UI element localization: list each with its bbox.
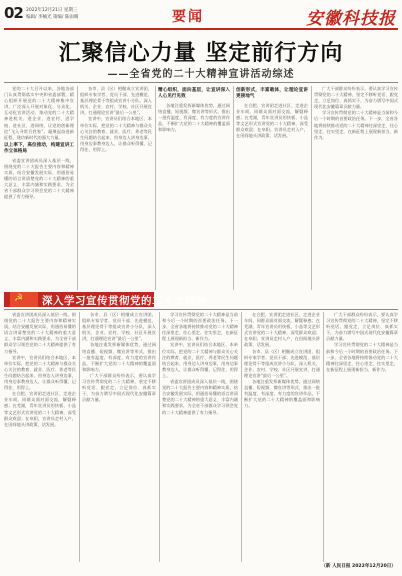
paragraph: 宣讲中，宣讲员们结合本地区、本单位实际，把党的二十大精神与群众关心关注的教育、就业、医疗、养老等民生问题结合起来，用身边人讲身边事，用身边事教身边人，让群众听得懂、记得住、用得上。 <box>162 342 238 378</box>
divider <box>4 309 398 310</box>
paragraph: 省委宣讲团成员深入基层一线，围绕党的二十大报告主要内容和精神实质，结合安徽发展实际，用通俗易懂的语言讲清楚党的二十大精神的重大意义、丰富内涵和实践要求，为全省干部群众学习领会党的二十大精神提供了有力指导。 <box>4 157 74 200</box>
paragraph: 各市、县（区）相继成立宣讲团，组织专家学者、党员干部、先进模范、基层理论骨干等组成宣讲小分队，深入机关、企业、农村、学校、社区开展宣讲，打通理论宣讲“最后一公里”。 <box>80 86 152 116</box>
date-line: 2022年12月21日 星期三 <box>26 8 78 13</box>
paragraph: 各市、县（区）相继成立宣讲团，组织专家学者、党员干部、先进模范、基层理论骨干等组成宣讲小分队，深入机关、企业、农村、学校、社区开展宣讲，打通理论宣讲“最后一公里”。 <box>82 312 156 342</box>
paragraph: 在合肥，宣讲团走进社区、走进企业车间，同群众面对面交流，解疑释惑；在芜湖，青年宣讲员用快板、小品等文艺形式宣讲党的二十大精神，深受群众欢迎；在阜阳，宣讲员走村入户，在田间地头讲政策、话发展。 <box>244 312 320 348</box>
column-rule <box>311 86 312 290</box>
column-rule <box>323 312 324 562</box>
column-rule <box>79 312 80 562</box>
column-rule <box>159 312 160 562</box>
page-number: 02 <box>4 4 23 22</box>
paragraph: 广大干部群众纷纷表示，要认真学习宣传贯彻党的二十大精神，坚定不移听党话、跟党走，立足岗位、真抓实干，为奋力谱写中国式现代化安徽篇章贡献力量。 <box>326 312 398 342</box>
paragraph: 各地注重发挥新媒体优势，通过网络直播、短视频、微宣讲等形式，推出一批有温度、有深度、有力度的宣讲作品，不断扩大党的二十大精神的覆盖面和影响力。 <box>82 342 156 372</box>
divider <box>4 82 398 83</box>
column-3 <box>158 86 230 290</box>
section-title: 要闻 <box>172 9 204 25</box>
column-6 <box>4 312 76 562</box>
paragraph: 各地注重发挥新媒体优势，通过网络直播、短视频、微宣讲等形式，推出一批有温度、有深度、有力度的宣讲作品，不断扩大党的二十大精神的覆盖面和影响力。 <box>244 379 320 409</box>
column-rule <box>155 86 156 290</box>
column-rule <box>77 86 78 290</box>
column-8 <box>162 312 238 562</box>
newspaper-logo: 安徽科技报 <box>306 9 396 29</box>
subtitle: ——全省党的二十大精神宣讲活动综述 <box>107 69 295 80</box>
paragraph: 各地注重发挥新媒体优势，通过网络直播、短视频、微宣讲等形式，推出一批有温度、有深度、有力度的宣讲作品，不断扩大党的二十大精神的覆盖面和影响力。 <box>158 102 230 133</box>
column-rule <box>241 312 242 562</box>
theme-banner <box>4 292 207 307</box>
page-header <box>4 2 398 30</box>
banner-text: 深入学习宣传贯彻党的二十大精神 <box>42 295 207 307</box>
column-1 <box>4 86 74 290</box>
column-9 <box>244 312 320 562</box>
section-head: 创新形式，丰富载体，让理论宣讲更接地气 <box>236 88 308 100</box>
headline: 汇聚信心力量 坚定前行方向 <box>58 41 344 66</box>
paragraph: 各市、县（区）相继成立宣讲团，组织专家学者、党员干部、先进模范、基层理论骨干等组成宣讲小分队，深入机关、企业、农村、学校、社区开展宣讲，打通理论宣讲“最后一公里”。 <box>244 348 320 378</box>
source-note: （新 人民日报 2022年12月20日） <box>321 564 396 569</box>
paragraph: 宣讲中，宣讲员们结合本地区、本单位实际，把党的二十大精神与群众关心关注的教育、就业、医疗、养老等民生问题结合起来，用身边人讲身边事，用身边事教身边人，让群众听得懂、记得住、用得上。 <box>80 116 152 152</box>
paragraph: 省委宣讲团成员深入基层一线，围绕党的二十大报告主要内容和精神实质，结合安徽发展实际，用通俗易懂的语言讲清楚党的二十大精神的重大意义、丰富内涵和实践要求，为全省干部群众学习领会党的二十大精神提供了有力指导。 <box>162 379 238 415</box>
paragraph: 学习宣传贯彻党的二十大精神是当前和今后一个时期的首要政治任务。下一步，全省各地将持续推动党的二十大精神往深里走、往心里走、往实里走，在新征程上展现新担当、新作为。 <box>326 342 398 372</box>
section-head: 以上率下，高位推动，构建宣讲工作立体格局 <box>4 142 74 155</box>
column-2 <box>80 86 152 290</box>
column-10 <box>326 312 398 560</box>
paragraph: 广大干部群众纷纷表示，要认真学习宣传贯彻党的二十大精神，坚定不移听党话、跟党走，立足岗位、真抓实干，为奋力谱写中国式现代化安徽篇章贡献力量。 <box>82 372 156 403</box>
column-5 <box>314 86 398 290</box>
section-head: 精心组织，面向基层，让宣讲深入人心见行见效 <box>158 88 230 100</box>
column-4 <box>236 86 308 290</box>
editor-line: 编辑/ 李楠光 策编/ 陈雨晴 <box>26 15 79 20</box>
paragraph: 省委宣讲团成员深入基层一线，围绕党的二十大报告主要内容和精神实质，结合安徽发展实际，用通俗易懂的语言讲清楚党的二十大精神的重大意义、丰富内涵和实践要求，为全省干部群众学习领会党的二十大精神提供了有力指导。 <box>4 312 76 354</box>
paragraph: 在合肥，宣讲团走进社区、走进企业车间，同群众面对面交流，解疑释惑；在芜湖，青年宣讲员用快板、小品等文艺形式宣讲党的二十大精神，深受群众欢迎；在阜阳，宣讲员走村入户，在田间地头讲政策、话发展。 <box>236 102 308 139</box>
intro-paragraph: 党的二十大召开以来，各地各部门认真贯彻落实中央和省委部署，精心组织开展党的二十大精神集中宣讲，广泛深入开展对象化、分众化、互动化宣讲活动，推动党的二十大精神进机关、进企业、进农村、进学校、进社区、进网络，让党的创新理论“飞入寻常百姓家”，凝聚起奋进新征程、建功新时代的强大力量。 <box>4 86 74 140</box>
column-7 <box>82 312 156 562</box>
paragraph: 广大干部群众纷纷表示，要认真学习宣传贯彻党的二十大精神，坚定不移听党话、跟党走，立足岗位、真抓实干，为奋力谱写中国式现代化安徽篇章贡献力量。 <box>314 86 398 110</box>
paragraph: 在合肥，宣讲团走进社区、走进企业车间，同群众面对面交流，解疑释惑；在芜湖，青年宣讲员用快板、小品等文艺形式宣讲党的二十大精神，深受群众欢迎；在阜阳，宣讲员走村入户，在田间地头讲政策、话发展。 <box>4 391 76 427</box>
column-rule <box>233 86 234 290</box>
party-flag-icon: ☭ <box>10 292 38 307</box>
paragraph: 宣讲中，宣讲员们结合本地区、本单位实际，把党的二十大精神与群众关心关注的教育、就业、医疗、养老等民生问题结合起来，用身边人讲身边事，用身边事教身边人，让群众听得懂、记得住、用得上。 <box>4 354 76 391</box>
paragraph: 学习宣传贯彻党的二十大精神是当前和今后一个时期的首要政治任务。下一步，全省各地将持续推动党的二十大精神往深里走、往心里走、往实里走，在新征程上展现新担当、新作为。 <box>314 110 398 140</box>
paragraph: 学习宣传贯彻党的二十大精神是当前和今后一个时期的首要政治任务。下一步，全省各地将持续推动党的二十大精神往深里走、往心里走、往实里走，在新征程上展现新担当、新作为。 <box>162 312 238 342</box>
